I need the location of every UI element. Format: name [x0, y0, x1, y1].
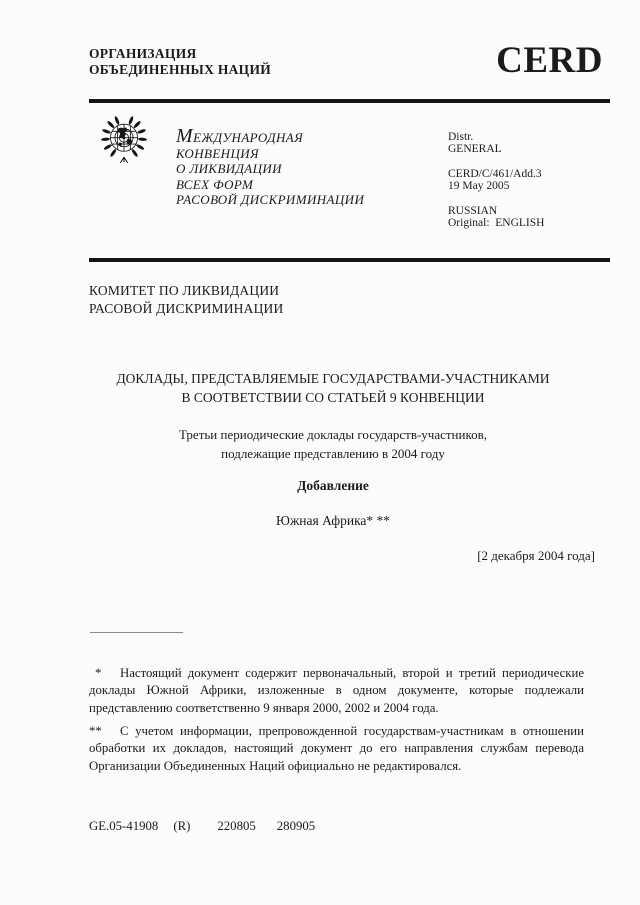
header-rule — [89, 99, 610, 103]
footnote-1-marker: * — [95, 665, 102, 680]
addendum-heading: Добавление — [297, 478, 369, 493]
footnote-separator — [90, 632, 183, 633]
convention-initial: М — [176, 125, 194, 147]
subtitle-line2: подлежащие представлению в 2004 году — [221, 445, 445, 461]
convention-line-4: ВСЕХ ФОРМ — [176, 176, 254, 192]
title-line1: ДОКЛАДЫ, ПРЕДСТАВЛЯЕМЫЕ ГОСУДАРСТВАМИ-УЧАСТНИКАМИ — [116, 371, 550, 386]
footer-date1: 220805 — [217, 819, 256, 833]
committee-line1: КОМИТЕТ ПО ЛИКВИДАЦИИ — [89, 283, 280, 298]
footnote-2-text: С учетом информации, препровожденной государствам-участникам в отношении обработки их докладов, настоящий документ до его направления службам перевода Организации Объединенных Наций официально не редактировался. — [89, 723, 584, 773]
document-date: 19 May 2005 — [448, 180, 510, 192]
distribution-block — [448, 131, 544, 242]
original-language: Original: ENGLISH — [448, 217, 545, 229]
footnote-2 — [89, 723, 584, 776]
distr-value: GENERAL — [448, 143, 502, 155]
masthead-rule — [89, 258, 610, 262]
document-title — [89, 369, 577, 407]
convention-title — [176, 125, 365, 208]
country-name: Южная Африка* ** — [275, 513, 391, 528]
ge-document-number — [89, 819, 315, 834]
footnote-2-marker: ** — [89, 723, 102, 738]
document-language: RUSSIAN — [448, 205, 498, 217]
org-name-line1: ОРГАНИЗАЦИЯ — [89, 46, 197, 61]
un-emblem-icon — [96, 114, 152, 167]
date-received: [2 декабря 2004 года] — [477, 548, 595, 563]
committee-line2: РАСОВОЙ ДИСКРИМИНАЦИИ — [89, 301, 284, 316]
document-series-symbol: CERD — [496, 40, 603, 81]
footer-lang-code: (R) — [173, 819, 191, 833]
convention-line-3: О ЛИКВИДАЦИИ — [176, 161, 282, 176]
footnote-1 — [89, 665, 584, 718]
convention-line-1: МЕЖДУНАРОДНАЯ — [176, 125, 304, 147]
footer-doc-number: GE.05-41908 — [89, 819, 159, 833]
subtitle-line1: Третьи периодические доклады государств-участников, — [178, 427, 488, 442]
convention-line-2: КОНВЕНЦИЯ — [176, 145, 259, 161]
convention-line-5: РАСОВОЙ ДИСКРИМИНАЦИИ — [176, 192, 365, 207]
document-subtitle — [89, 426, 577, 463]
committee-name — [89, 282, 283, 318]
org-name-line2: ОБЪЕДИНЕННЫХ НАЦИЙ — [89, 62, 272, 77]
document-symbol: CERD/C/461/Add.3 — [448, 168, 542, 180]
title-line2: В СООТВЕТСТВИИ СО СТАТЬЕЙ 9 КОНВЕНЦИИ — [181, 390, 485, 405]
un-org-name — [89, 46, 271, 78]
footnote-1-text: Настоящий документ содержит первоначальный, второй и третий периодические доклады Южной Африки, изложенные в одном документе, которые подлежали представлению соответственно 9 января 2000, 2002 и 2004 года. — [89, 665, 584, 715]
footer-date2: 280905 — [276, 819, 316, 833]
distr-label: Distr. — [448, 131, 474, 143]
